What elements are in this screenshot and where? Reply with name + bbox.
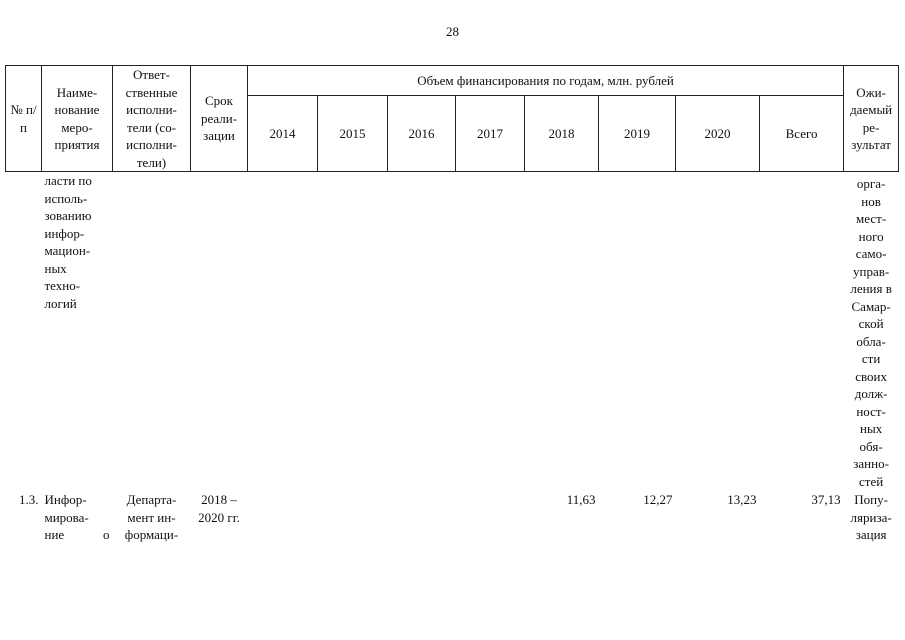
header-year-2017: 2017 <box>456 96 525 172</box>
header-term: Срок реали-зации <box>191 66 248 172</box>
cell-line: ных <box>44 260 67 276</box>
value-2018: 11,63 <box>566 492 596 507</box>
cell-line: мирова- <box>44 509 89 525</box>
cell-line: зованию <box>44 208 92 223</box>
table-header <box>6 66 899 172</box>
value-2020: 13,23 <box>727 492 757 507</box>
cell-line: ляриза- <box>850 509 892 525</box>
cell-line: само- <box>855 246 887 261</box>
value-2016 <box>388 491 456 544</box>
row-number: 1.3. <box>19 492 39 507</box>
header-year-2015: 2015 <box>318 96 388 172</box>
header-responsible: Ответ-ственные исполни-тели (со-исполни-тели) <box>113 66 191 172</box>
value-2020 <box>676 172 760 492</box>
header-year-2014: 2014 <box>248 96 318 172</box>
value-2017 <box>456 491 525 544</box>
table-row <box>6 172 899 492</box>
row-result <box>844 172 899 492</box>
cell-line: орга- <box>856 176 886 191</box>
value-total: 37,13 <box>811 492 841 507</box>
cell-line: ност- <box>856 403 886 419</box>
header-funding: Объем финансирования по годам, млн. рублей <box>248 66 844 96</box>
cell-line: своих <box>855 368 887 384</box>
cell-line: ного <box>858 228 884 244</box>
row-responsible <box>113 172 191 492</box>
cell-line: мест- <box>856 211 887 226</box>
row-term <box>191 172 248 492</box>
cell-line: долж- <box>854 386 888 401</box>
header-year-2018: 2018 <box>525 96 599 172</box>
value-2016 <box>388 172 456 492</box>
financing-table <box>5 65 899 544</box>
cell-line: Попу- <box>854 492 888 507</box>
header-total: Всего <box>760 96 844 172</box>
cell-line: инфор- <box>44 225 85 241</box>
cell-line: Департа- <box>126 492 177 507</box>
row-name <box>42 491 113 544</box>
cell-line: обла- <box>856 333 886 349</box>
cell-line: ных <box>860 421 883 436</box>
row-term <box>191 491 248 544</box>
cell-line: 2018 – <box>201 492 237 507</box>
value-2019: 12,27 <box>643 492 673 507</box>
cell-line: исполь- <box>44 190 88 206</box>
cell-line: ления в <box>850 281 892 296</box>
page-number: 28 <box>446 24 459 39</box>
header-name: Наиме-нование меро-приятия <box>42 66 113 172</box>
cell-line: ласти по <box>44 173 92 188</box>
table-body <box>6 172 899 544</box>
cell-line: ской <box>858 316 884 331</box>
cell-line: 2020 гг. <box>198 509 240 525</box>
value-2017 <box>456 172 525 492</box>
cell-line: логий <box>44 295 77 311</box>
cell-line: нов <box>861 193 881 209</box>
cell-line: сти <box>861 351 881 366</box>
cell-line: Самар- <box>851 298 891 314</box>
value-total <box>760 172 844 492</box>
cell-line: занно- <box>853 456 889 471</box>
cell-line: обя- <box>859 438 883 454</box>
cell-line: формаци- <box>124 527 179 542</box>
cell-line: стей <box>859 473 884 489</box>
cell-line: ние о <box>44 527 110 542</box>
value-2019 <box>599 172 676 492</box>
value-2018 <box>525 172 599 492</box>
header-year-2016: 2016 <box>388 96 456 172</box>
value-2014 <box>248 172 318 492</box>
header-result: Ожи-даемый ре-зультат <box>844 66 899 172</box>
cell-line: мацион- <box>44 243 91 258</box>
cell-line: мент ин- <box>127 509 176 525</box>
row-name <box>42 172 113 492</box>
header-year-2019: 2019 <box>599 96 676 172</box>
header-year-2020: 2020 <box>676 96 760 172</box>
header-number: № п/п <box>6 66 42 172</box>
row-number <box>6 172 42 492</box>
table-row <box>6 491 899 544</box>
value-2014 <box>248 491 318 544</box>
cell-line: техно- <box>44 278 81 293</box>
value-2015 <box>318 491 388 544</box>
row-responsible <box>113 491 191 544</box>
value-2015 <box>318 172 388 492</box>
cell-line: управ- <box>853 263 890 279</box>
row-result <box>844 491 899 544</box>
cell-line: Инфор- <box>44 492 87 507</box>
cell-line: зация <box>855 527 887 542</box>
